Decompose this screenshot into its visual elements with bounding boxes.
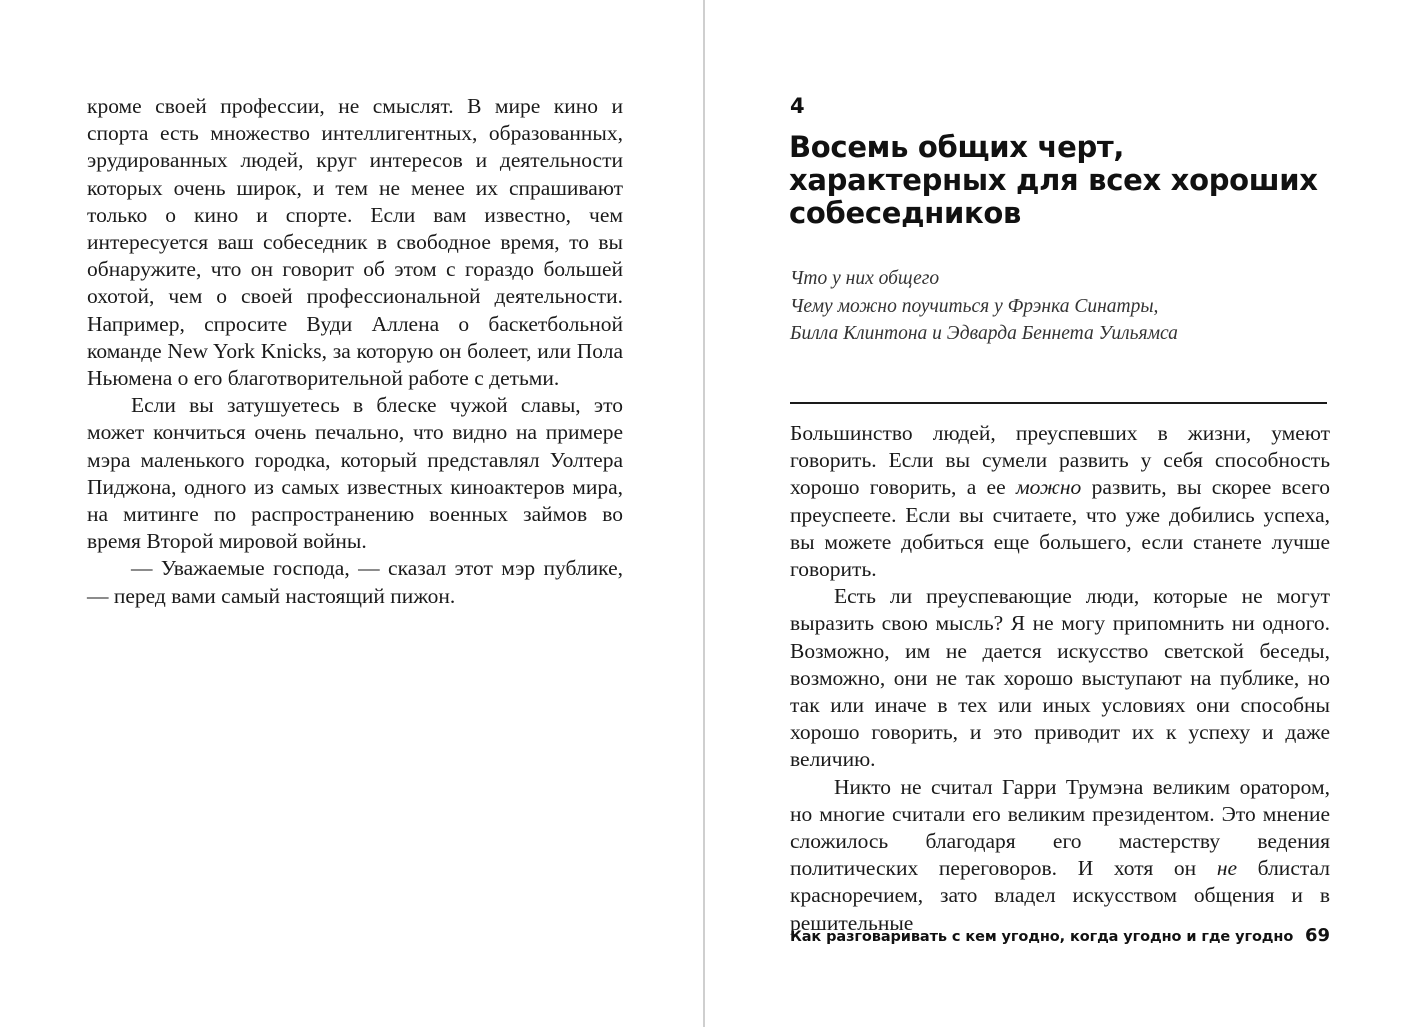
chapter-title-line: собеседников [789,196,1022,230]
right-page [705,0,1410,1027]
paragraph-dialogue: — Уважаемые господа, — сказал этот мэр публике, — перед вами самый настоящий пижон. [87,556,623,608]
epigraph-line: Чему можно поучиться у Фрэнка Синатры, [790,295,1159,317]
chapter-epigraph [790,265,1350,348]
running-footer [790,925,1330,951]
paragraph: Есть ли преуспевающие люди, которые не могут выразить свою мысль? Я не могу припомнить ни одного. Возможно, им не дается искусство светской беседы, возможно, они не так хорошо выступают на публике, но так или иначе в тех или иных условиях они способны хорошо говорить, и это приводит их к успеху и даже величию. [790,584,1330,772]
chapter-title-line: характерных для всех хороших [789,163,1318,197]
section-divider [790,402,1327,404]
emphasis: можно [1015,475,1082,500]
chapter-title-line: Восемь общих черт, [789,130,1125,164]
page-number: 69 [1304,925,1330,946]
left-page-body [87,93,623,610]
paragraph: Никто не считал Гарри Трумэна великим оратором, но многие считали его великим президентом. Это мнение сложилось благодаря его мастерству ведения политических переговоров. И хотя он не блистал красноречием, зато владел искусством общения и в решительные [790,774,1330,935]
running-footer-title: Как разговаривать с кем угодно, когда угодно и где угодно [790,929,1294,945]
epigraph-line: Что у них общего [790,268,940,289]
paragraph: кроме своей профессии, не смыслят. В мире кино и спорта есть множество интеллигентных, образованных, эрудированных людей, круг интересов и деятельности которых очень широк, и тем не менее их спрашивают только о кино и спорте. Если вам известно, чем интересуется ваш собеседник в свободное время, то вы обнаружите, что он говорит об этом с гораздо большей охотой, чем о своей профессиональной деятельности. Например, спросите Вуди Аллена о баскетбольной команде New York Knicks, за которую он болеет, или Пола Ньюмена о его благотворительной работе с детьми. [87,94,623,391]
right-page-body [790,420,1330,937]
paragraph: Большинство людей, преуспевших в жизни, умеют говорить. Если вы сумели развить у себя способность хорошо говорить, а ее можно развить, вы скорее всего преуспеете. Если вы считаете, что уже добились успеха, вы можете добиться еще большего, если станете лучше говорить. [790,421,1330,582]
paragraph: Если вы затушуетесь в блеске чужой славы, это может кончиться очень печально, что видно на примере мэра маленького городка, который представлял Уолтера Пиджона, одного из самых известных киноактеров мира, на митинге по распространению военных займов во время Второй мировой войны. [87,393,623,554]
left-page [0,0,703,1027]
epigraph-line: Билла Клинтона и Эдварда Беннета Уильямса [790,323,1178,344]
emphasis: не [1216,856,1238,881]
chapter-title [789,131,1349,230]
chapter-number: 4 [790,94,805,118]
